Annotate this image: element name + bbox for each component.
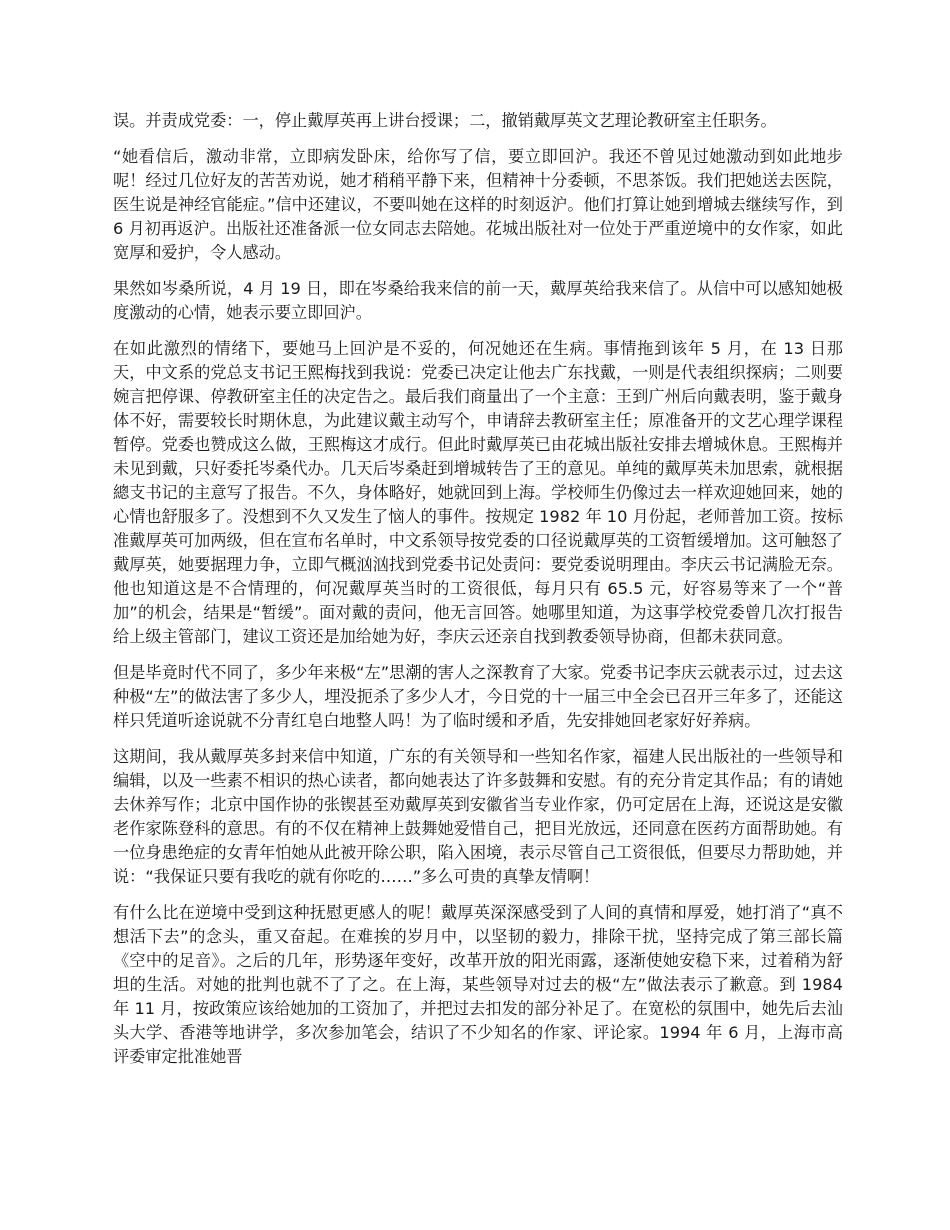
paragraph: 误。并责成党委：一，停止戴厚英再上讲台授课；二，撤销戴厚英文艺理论教研室主任职务。 [113,111,777,130]
paragraph: 有什么比在逆境中受到这种抚慰更感人的呢！戴厚英深深感受到了人间的真情和厚爱，她打消了“真不想活下去”的念头，重又奋起。在难挨的岁月中，以坚韧的毅力，排除干扰，坚持完成了第三部长篇《空中的足音》。之后的几年，形势逐年变好，改革开放的阳光雨露，逐渐使她安稳下来，过着稍为舒坦的生活。对她的批判也就不了了之。在上海，某些领导对过去的极“左”做法表示了歉意。到 1984 年 11 月，按政策应该给她加的工资加了，并把过去扣发的部分补足了。在宽松的氛围中，她先后去汕头大学、香港等地讲学，多次参加笔会，结识了不少知名的作家、评论家。1994 年 6 月，上海市高评委审定批准她晋 [113,903,843,1066]
paragraph: “她看信后，激动非常，立即病发卧床，给你写了信，要立即回沪。我还不曾见过她激动到如此地步呢！经过几位好友的苦苦劝说，她才稍稍平静下来，但精神十分委顿，不思茶饭。我们把她送去医院，医生说是神经官能症。”信中还建议，不要叫她在这样的时刻返沪。他们打算让她到增城去继续写作，到 6 月初再返沪。出版社还准备派一位女同志去陪她。花城出版社对一位处于严重逆境中的女作家，如此宽厚和爱护，令人感动。 [113,147,843,262]
paragraph: 但是毕竟时代不同了，多少年来极“左”思潮的害人之深教育了大家。党委书记李庆云就表示过，过去这种极“左”的做法害了多少人，埋没扼杀了多少人才，今日党的十一届三中全会已召开三年多了，还能这样只凭道听途说就不分青红皂白地整人吗！为了临时缓和矛盾，先安排她回老家好好养病。 [113,663,843,730]
document-body [113,109,843,1081]
paragraph: 在如此激烈的情绪下，要她马上回沪是不妥的，何况她还在生病。事情拖到该年 5 月，在 13 日那天，中文系的党总支书记王熙梅找到我说：党委已决定让他去广东找戴，一则是代表组织探病；二则要婉言把停课、停教研室主任的决定告之。最后我们商量出了一个主意：王到广州后向戴表明，鉴于戴身体不好，需要较长时期休息，为此建议戴主动写个，申请辞去教研室主任；原准备开的文艺心理学课程暂停。党委也赞成这么做，王熙梅这才成行。但此时戴厚英已由花城出版社安排去增城休息。王熙梅并未见到戴，只好委托岑桑代办。几天后岑桑赶到增城转告了王的意见。单纯的戴厚英未加思索，就根据總支书记的主意写了报告。不久，身体略好，她就回到上海。学校师生仍像过去一样欢迎她回来，她的心情也舒服多了。没想到不久又发生了恼人的事件。按规定 1982 年 10 月份起，老师普加工资。按标准戴厚英可加两级，但在宣布名单时，中文系领导按党委的口径说戴厚英的工资暂缓增加。这可触怒了戴厚英，她要据理力争，立即气概汹汹找到党委书记处责问：要党委说明理由。李庆云书记满脸无奈。他也知道这是不合情理的，何况戴厚英当时的工资很低，每月只有 65.5 元，好容易等来了一个“普加”的机会，结果是“暂缓”。面对戴的责问，他无言回答。她哪里知道，为这事学校党委曾几次打报告给上级主管部门，建议工资还是加给她为好，李庆云还亲自找到教委领导协商，但都未获同意。 [113,339,843,646]
paragraph: 这期间，我从戴厚英多封来信中知道，广东的有关领导和一些知名作家，福建人民出版社的一些领导和编辑，以及一些素不相识的热心读者，都向她表达了许多鼓舞和安慰。有的充分肯定其作品；有的请她去休养写作；北京中国作协的张锲甚至劝戴厚英到安徽省当专业作家，仍可定居在上海，还说这是安徽老作家陈登科的意思。有的不仅在精神上鼓舞她爱惜自己，把目光放远，还同意在医药方面帮助她。有一位身患绝症的女青年怕她从此被开除公职，陷入困境，表示尽管自己工资很低，但要尽力帮助她，并说：“我保证只要有我吃的就有你吃的……”多么可贵的真挚友情啊！ [113,747,843,886]
paragraph: 果然如岑桑所说，4 月 19 日，即在岑桑给我来信的前一天，戴厚英给我来信了。从信中可以感知她极度激动的心情，她表示要立即回沪。 [113,279,843,322]
